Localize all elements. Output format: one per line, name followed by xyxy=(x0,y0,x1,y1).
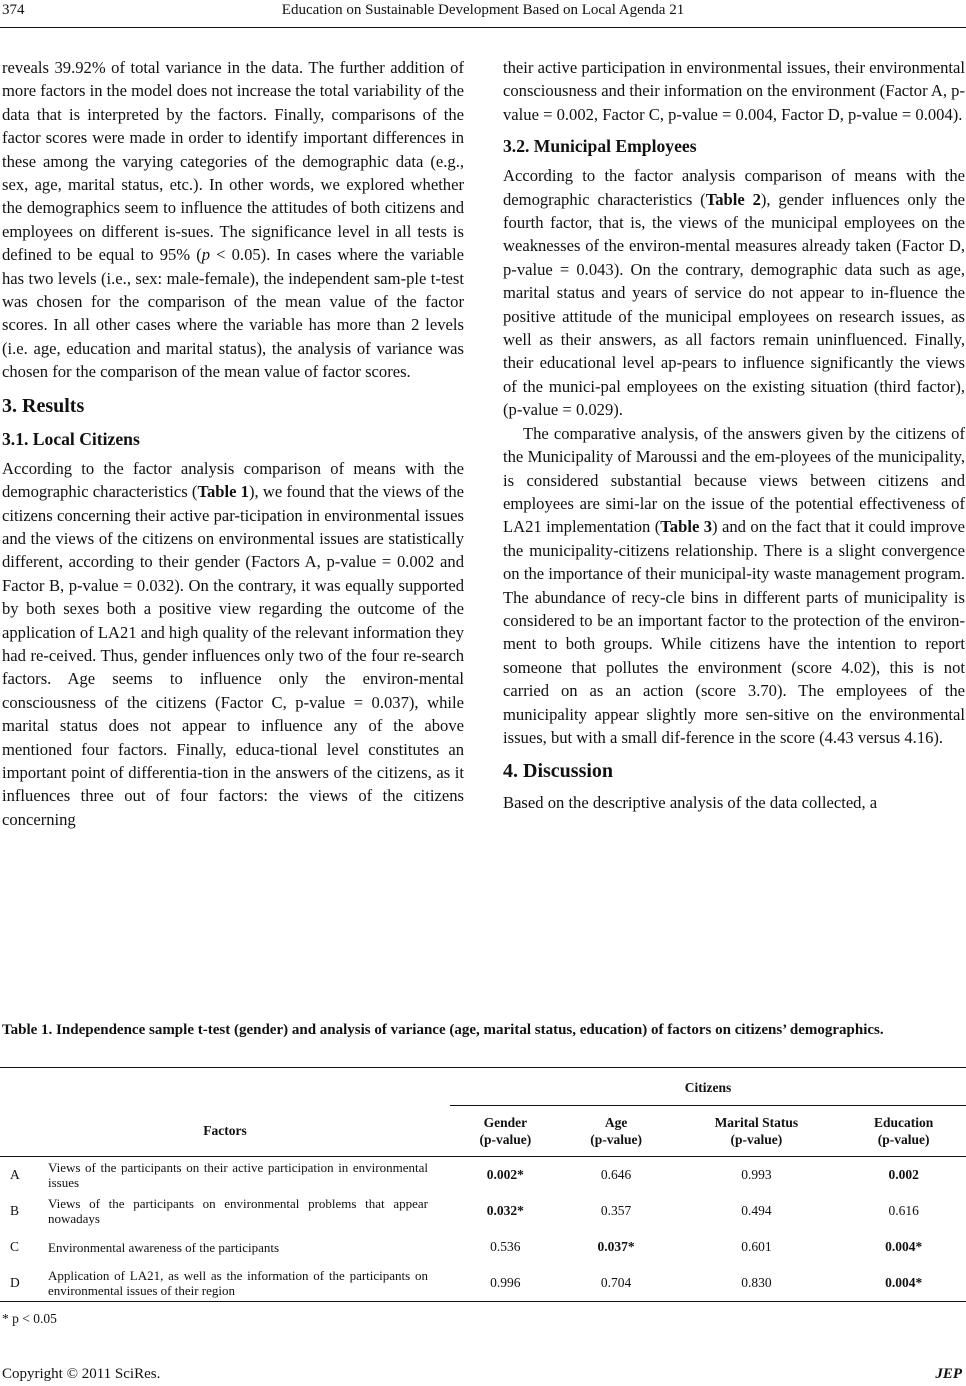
education-pvalue: 0.616 xyxy=(888,1203,919,1218)
col-header-factors: Factors xyxy=(0,1106,450,1157)
citizens-factors-table xyxy=(0,1067,966,1302)
factor-code: C xyxy=(10,1239,20,1254)
factor-description: Views of the participants on environmental problems that appear nowadays xyxy=(48,1196,428,1226)
heading-results: 3. Results xyxy=(2,394,85,417)
gender-pvalue: 0.536 xyxy=(490,1239,521,1254)
table-row xyxy=(0,1229,966,1265)
factor-description: Environmental awareness of the participants xyxy=(48,1239,280,1255)
factor-code: B xyxy=(10,1203,20,1218)
table-footnote: * p < 0.05 xyxy=(2,1311,57,1326)
journal-abbreviation: JEP xyxy=(935,1366,962,1382)
table-caption: Table 1. Independence sample t-test (gender) and analysis of variance (age, marital status, education) of factors on citizens’ demographics. xyxy=(2,1022,884,1038)
table-reference[interactable]: Table 1 xyxy=(197,482,249,502)
paragraph-local-citizens: According to the factor analysis comparison of means with the demographic characteristics (Table 1), we found that the views of the citizens concerning their active par-ticipation in environmental issues and the views of the citizens on environmental issues are statistically different, according to their gender (Factors A, p-value = 0.002 and Factor B, p-value = 0.032). On the contrary, it was equally supported by both sexes both a positive view regarding the outcome of the application of LA21 and high quality of the relevant information they had re-ceived. Thus, gender influences only two of the four re-search factors. Age seems to influence only the environ-mental consciousness of the citizens (Factor C, p-value = 0.037), while marital status does not appear to influence any of the above mentioned four factors. Finally, educa-tional level constitutes an important point of differentia-tion in the answers of the citizens, as it influences three out of four factors: the views of the citizens concerning xyxy=(2,458,464,829)
running-title: Education on Sustainable Development Based on Local Agenda 21 xyxy=(281,2,685,18)
marital-pvalue: 0.993 xyxy=(741,1167,772,1182)
heading-local-citizens: 3.1. Local Citizens xyxy=(2,428,140,449)
citizens-group-header: Citizens xyxy=(450,1071,966,1106)
factor-code: D xyxy=(0,1265,44,1302)
table-reference[interactable]: Table 3 xyxy=(660,517,713,537)
col-header-marital-status: Marital Status (p-value) xyxy=(671,1106,841,1157)
left-column xyxy=(2,56,464,831)
education-pvalue: 0.004* xyxy=(841,1265,966,1302)
table-reference[interactable]: Table 2 xyxy=(705,189,761,209)
gender-pvalue: 0.996 xyxy=(450,1265,561,1302)
factor-description: Application of LA21, as well as the information of the participants on environmental issues of their region xyxy=(44,1265,450,1302)
col-header-gender: Gender (p-value) xyxy=(450,1106,561,1157)
age-pvalue: 0.646 xyxy=(600,1167,632,1182)
table-row xyxy=(0,1265,966,1302)
table-row xyxy=(0,1157,966,1194)
factor-description: Views of the participants on their active participation in environmental issues xyxy=(48,1160,428,1190)
age-pvalue: 0.037* xyxy=(597,1239,635,1254)
header-rule xyxy=(0,27,966,28)
marital-pvalue: 0.494 xyxy=(741,1203,772,1218)
page-number: 374 xyxy=(2,2,25,18)
right-column xyxy=(503,56,965,815)
paragraph-continued: their active participation in environmental issues, their environmental consciousness and their information on the environment (Factor A, p-value = 0.002, Factor C, p-value = 0.004, Factor D, p-value = 0.004). xyxy=(503,58,965,124)
factor-code: A xyxy=(10,1167,20,1182)
paragraph-municipal-employees: According to the factor analysis comparison of means with the demographic characteristics (Table 2), gender influences only the fourth factor, that is, the views of the municipal employees on the weaknesses of the environ-mental measures already taken (Factor D, p-value = 0.043). On the contrary, demographic data such as age, marital status and years of service do not appear to in-fluence the positive attitude of the municipal employees on research issues, as well as their answers, as all factors remain uninfluenced. Finally, their educational level ap-pears to influence significantly the views of the munici-pal employees on the existing situation (third factor), (p-value = 0.029). xyxy=(503,166,965,420)
marital-pvalue: 0.830 xyxy=(671,1265,841,1302)
paragraph-discussion: Based on the descriptive analysis of the data collected, a xyxy=(503,793,878,813)
gender-pvalue: 0.002* xyxy=(486,1167,524,1182)
marital-pvalue: 0.601 xyxy=(741,1239,772,1254)
table-row xyxy=(0,1193,966,1229)
heading-municipal-employees: 3.2. Municipal Employees xyxy=(503,136,697,157)
education-pvalue: 0.002 xyxy=(888,1167,919,1182)
paragraph-methods: reveals 39.92% of total variance in the data. The further addition of more factors in the model does not increase the total variability of the data that is interpreted by the factors. Finally, comparisons of the factor scores were made in order to identify important differences in these among the varying categories of the demographic data (e.g., sex, age, marital status, etc.). In other words, we explored whether the demographics seem to influence the attitudes of both citizens and employees on different is-sues. The significance level in all tests is defined to be equal to 95% (p < 0.05). In cases where the variable has two levels (i.e., sex: male-female), the independent sam-ple t-test was chosen for the comparison of the mean value of the factor scores. In all other cases where the variable has more than 2 levels (i.e. age, education and marital status), the analysis of variance was chosen for the comparison of the mean value of factor scores. xyxy=(2,58,464,382)
paragraph-comparative: The comparative analysis, of the answers given by the citizens of the Municipality of Maroussi and the em-ployees of the municipality, is considered substantial because views between citizens and employees are simi-lar on the issue of the potential effectiveness of LA21 implementation (Table 3) and on the fact that it could improve the municipality-citizens relationship. There is a slight convergence on the importance of their municipal-ity waste management program. The abundance of recy-cle bins in different parts of municipality is considered to be an important factor to the protection of the environ-ment to both groups. While citizens have the intention to report someone that pollutes the environment (score 4.02), this is not carried on as an action (score 3.70). The employees of the municipality appear slightly more sen-sitive on the environmental issues, but with a small dif-ference in the score (4.43 versus 4.16). xyxy=(503,423,965,747)
heading-discussion: 4. Discussion xyxy=(503,760,614,783)
col-header-education: Education (p-value) xyxy=(841,1106,966,1157)
col-header-age: Age (p-value) xyxy=(561,1106,672,1157)
copyright-notice: Copyright © 2011 SciRes. xyxy=(2,1366,161,1382)
age-pvalue: 0.357 xyxy=(600,1203,632,1218)
education-pvalue: 0.004* xyxy=(885,1239,923,1254)
age-pvalue: 0.704 xyxy=(561,1265,672,1302)
gender-pvalue: 0.032* xyxy=(486,1203,524,1218)
